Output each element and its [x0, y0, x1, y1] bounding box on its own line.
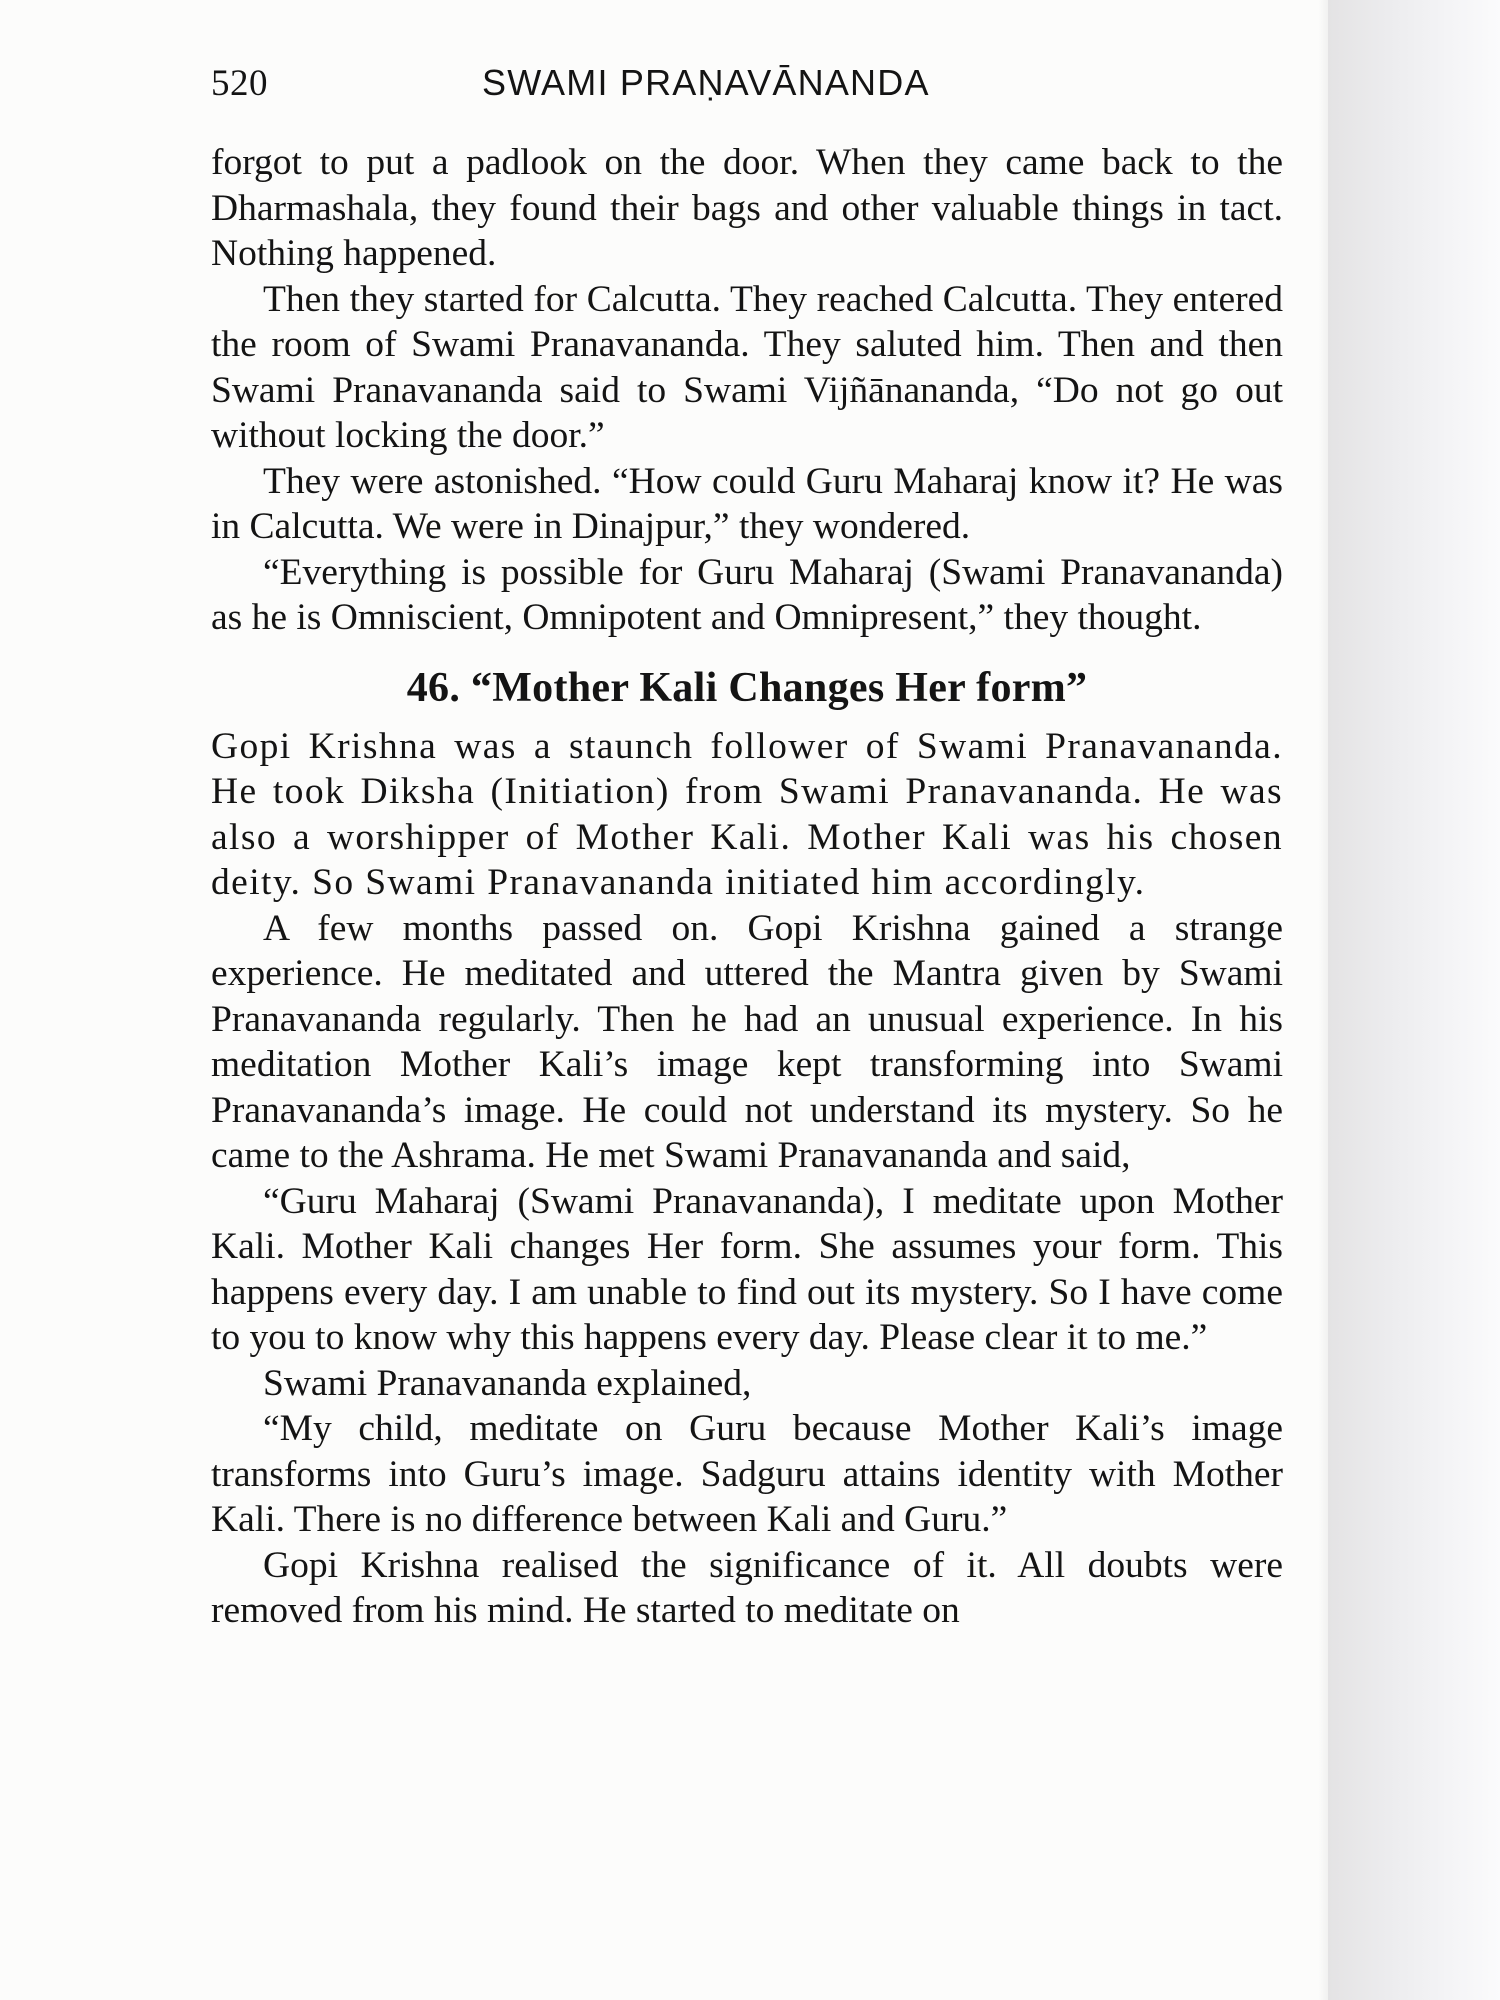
text-block — [211, 140, 1283, 1634]
paragraph: Then they started for Calcutta. They reached Calcutta. They entered the room of Swami Pranavananda. They saluted him. Then and then Swami Pranavananda said to Swami Vijñānananda, “Do not go out without locking the door.” — [211, 278, 1283, 456]
running-title: SWAMI PRAṆAVĀNANDA — [482, 62, 930, 103]
paragraph: Gopi Krishna realised the significance of it. All doubts were removed from his mind. He started to meditate on — [211, 1544, 1283, 1631]
chapter-heading: 46. “Mother Kali Changes Her form” — [406, 664, 1088, 711]
paragraph: forgot to put a padlook on the door. When they came back to the Dharmashala, they found their bags and other valuable things in tact. Nothing happened. — [211, 142, 1283, 274]
adjacent-page-edge — [1328, 0, 1500, 2000]
paragraph: “Everything is possible for Guru Maharaj (Swami Pranavananda) as he is Omniscient, Omnipotent and Omnipresent,” they thought. — [211, 551, 1283, 638]
paragraph: They were astonished. “How could Guru Maharaj know it? He was in Calcutta. We were in Dinajpur,” they wondered. — [211, 460, 1283, 547]
running-head — [211, 62, 1283, 112]
paragraph: “My child, meditate on Guru because Mother Kali’s image transforms into Guru’s image. Sadguru attains identity with Mother Kali. There is no difference between Kali and Guru.” — [211, 1408, 1283, 1540]
page-number: 520 — [211, 63, 268, 104]
paragraph: “Guru Maharaj (Swami Pranavananda), I meditate upon Mother Kali. Mother Kali changes Her form. She assumes your form. This happens every day. I am unable to find out its mystery. So I have come to you to know why this happens every day. Please clear it to me.” — [211, 1180, 1283, 1358]
paragraph: Swami Pranavananda explained, — [263, 1362, 752, 1404]
paragraph: A few months passed on. Gopi Krishna gained a strange experience. He meditated and uttered the Mantra given by Swami Pranavananda regularly. Then he had an unusual experience. In his meditation Mother Kali’s image kept transforming into Swami Pranavananda’s image. He could not understand its mystery. So he came to the Ashrama. He met Swami Pranavananda and said, — [211, 907, 1283, 1176]
paragraph: Gopi Krishna was a staunch follower of Swami Pranavananda. He took Diksha (Initiation) from Swami Pranavananda. He was also a worshipper of Mother Kali. Mother Kali was his chosen deity. So Swami Pranavananda initiated him accordingly. — [211, 725, 1283, 903]
